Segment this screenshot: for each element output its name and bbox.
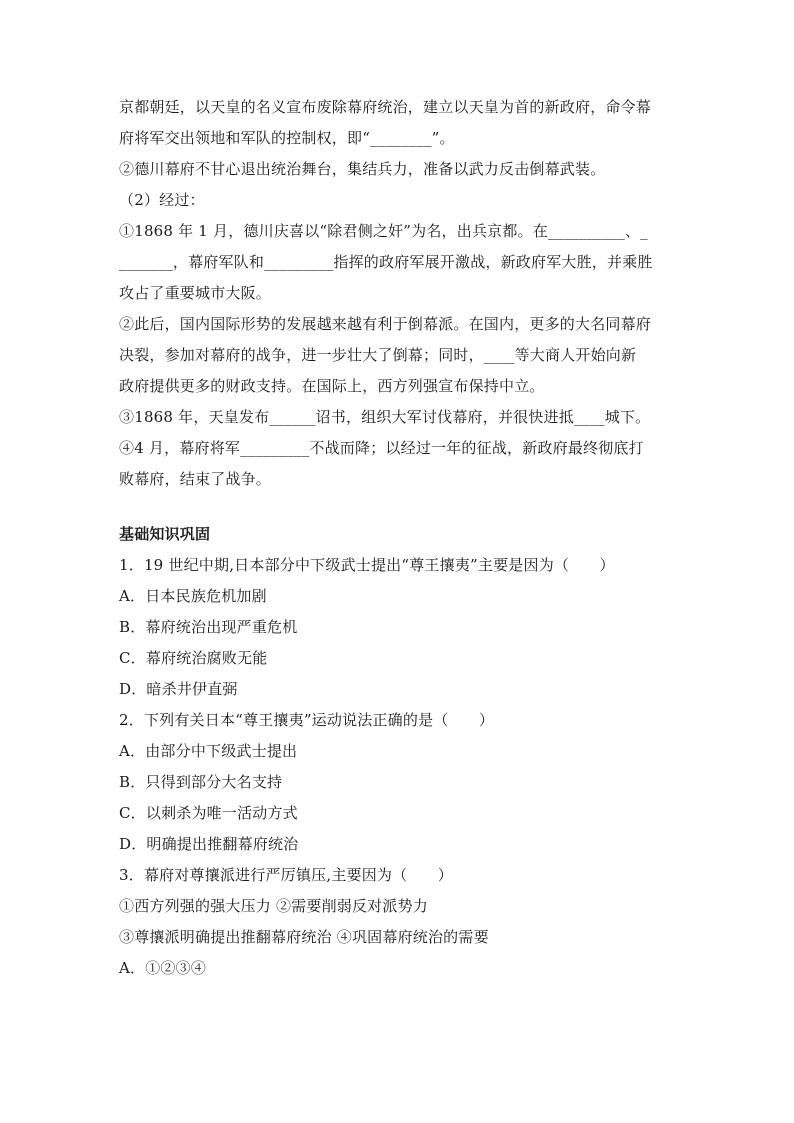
answer-option: A．日本民族危机加剧	[119, 587, 267, 605]
answer-option: C．幕府统治腐败无能	[119, 649, 268, 667]
question-stem: 1．19 世纪中期,日本部分中下级武士提出“尊王攘夷”主要是因为（ ）	[119, 556, 615, 574]
text-line: （2）经过：	[119, 191, 205, 209]
question-stem: 2．下列有关日本“尊王攘夷”运动说法正确的是（ ）	[119, 711, 495, 729]
text-line: ④4 月，幕府将军_________不战而降；以经过一年的征战，新政府最终彻底打	[119, 439, 644, 457]
answer-option: C．以刺杀为唯一活动方式	[119, 804, 298, 822]
text-line: ②德川幕府不甘心退出统治舞台，集结兵力，准备以武力反击倒幕武装。	[119, 160, 606, 178]
text-line: 败幕府，结束了战争。	[119, 470, 272, 488]
statement-list: ①西方列强的强大压力 ②需要削弱反对派势力	[119, 897, 428, 915]
answer-option: A．由部分中下级武士提出	[119, 742, 298, 760]
section-heading: 基础知识巩固	[119, 525, 211, 543]
text-line: ①1868 年 1 月，德川庆喜以“除君侧之奸”为名，出兵京都。在__________、_	[119, 222, 648, 240]
text-line: ③1868 年，天皇发布______诏书，组织大军讨伐幕府，并很快进抵____城下。	[119, 408, 651, 426]
text-line: _______，幕府军队和_________指挥的政府军展开激战，新政府军大胜，并乘胜	[119, 253, 653, 271]
answer-option: D．暗杀井伊直弼	[119, 680, 238, 698]
text-line: 决裂，参加对幕府的战争，进一步壮大了倒幕；同时，____等大商人开始向新	[119, 346, 637, 364]
answer-option: A．①②③④	[119, 959, 207, 977]
text-line: ②此后，国内国际形势的发展越来越有利于倒幕派。在国内，更多的大名同幕府	[119, 315, 652, 333]
answer-option: D．明确提出推翻幕府统治	[119, 835, 299, 853]
text-line: 政府提供更多的财政支持。在国际上，西方列强宣布保持中立。	[119, 377, 545, 395]
text-line: 京都朝廷，以天皇的名义宣布废除幕府统治，建立以天皇为首的新政府，命令幕	[119, 98, 652, 116]
answer-option: B．幕府统治出现严重危机	[119, 618, 298, 636]
answer-option: B．只得到部分大名支持	[119, 773, 283, 791]
passage-section	[119, 92, 679, 495]
statement-list: ③尊攘派明确提出推翻幕府统治 ④巩固幕府统治的需要	[119, 928, 489, 946]
document-page	[119, 92, 679, 984]
text-line: 攻占了重要城市大阪。	[119, 284, 272, 302]
question-stem: 3．幕府对尊攘派进行严厉镇压,主要因为（ ）	[119, 866, 453, 884]
exercise-section	[119, 519, 679, 984]
text-line: 府将军交出领地和军队的控制权，即“________”。	[119, 129, 455, 147]
